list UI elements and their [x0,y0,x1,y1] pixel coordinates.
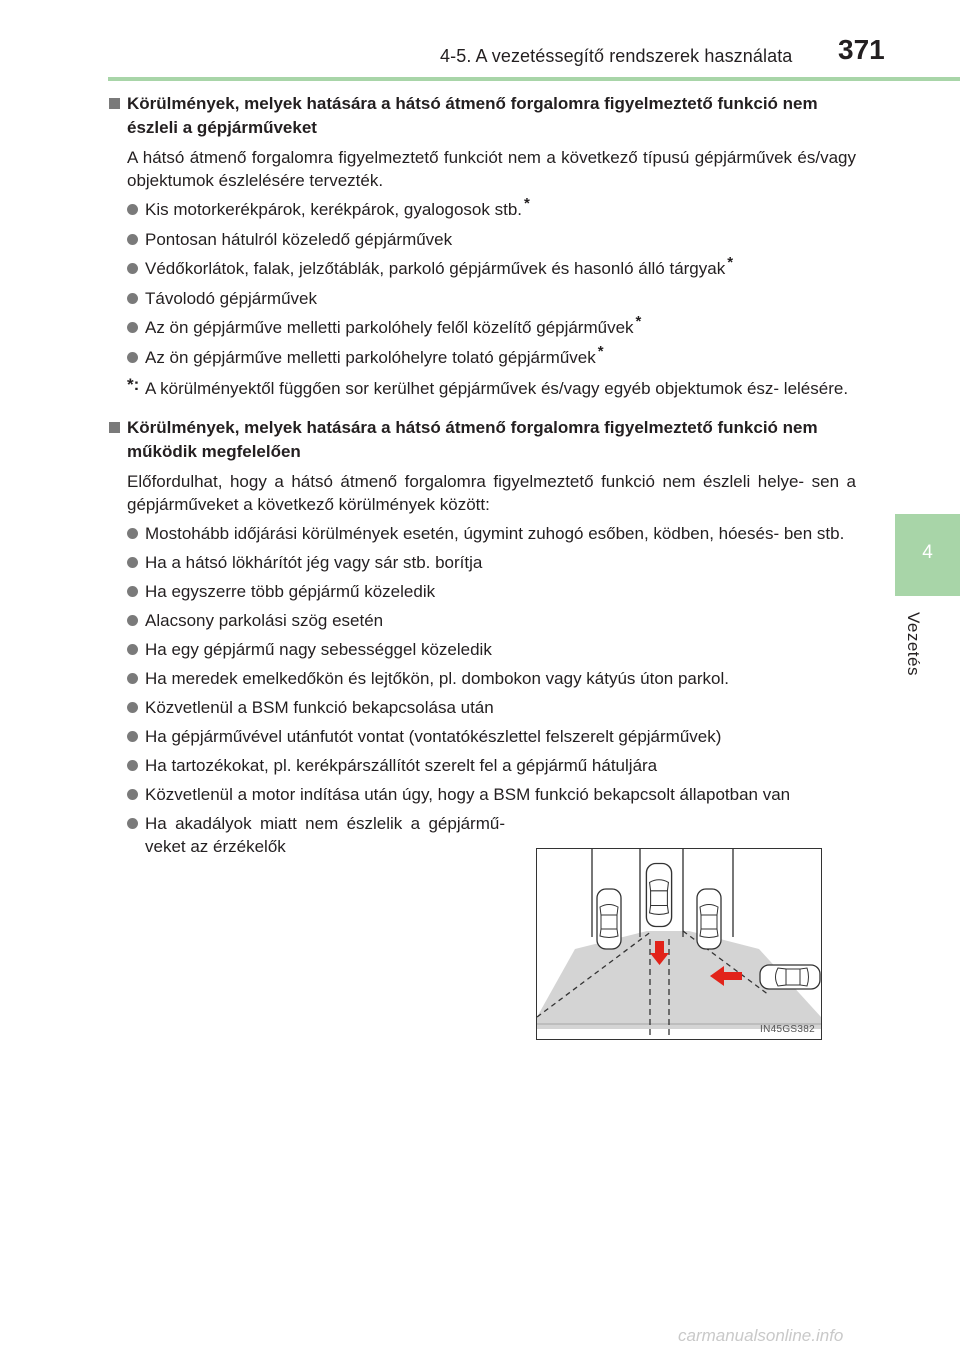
list-item [127,287,856,310]
header-section-title: 4-5. A vezetéssegítő rendszerek használata [440,46,793,66]
own-car [646,864,671,927]
approaching-car [760,965,820,989]
round-bullet-icon [127,731,138,742]
footnote-star: * [727,254,734,271]
parked-car [597,889,621,949]
list-item [127,638,856,661]
list-item [127,313,856,340]
square-bullet-icon [109,422,120,433]
round-bullet-icon [127,615,138,626]
section-heading-not-detected [108,92,856,140]
page-content [108,92,856,864]
footnote-text: A körülményektől függően sor kerülhet gépjárművek és/vagy egyéb objektumok ész- lelésére. [145,379,849,398]
section-intro: A hátsó átmenő forgalomra figyelmeztető funkciót nem a következő típusú gépjárművek és/vagy objektumok észlelésére tervezték. [127,148,856,190]
figure-code: IN45GS382 [760,1024,815,1035]
chapter-tab [895,514,960,596]
page-number: 371 [838,34,885,65]
round-bullet-icon [127,557,138,568]
parked-car [697,889,721,949]
list-item [127,580,856,603]
round-bullet-icon [127,352,138,363]
list-item [127,254,856,281]
list-item-text: Kis motorkerékpárok, kerékpárok, gyalogosok stb. [145,200,523,219]
list-item-text: Közvetlenül a BSM funkció bekapcsolása után [145,698,494,717]
round-bullet-icon [127,204,138,215]
list-item-text: Mostohább időjárási körülmények esetén, úgymint zuhogó esőben, ködben, hóesés- ben stb. [145,524,845,543]
round-bullet-icon [127,528,138,539]
chapter-tab-number: 4 [922,542,933,563]
round-bullet-icon [127,673,138,684]
list-item [127,522,856,545]
list-item-text: Ha akadályok miatt nem észlelik a gépjármű- veket az érzékelők [145,814,505,856]
list-item [127,783,856,806]
round-bullet-icon [127,644,138,655]
round-bullet-icon [127,322,138,333]
list-item-text: Ha meredek emelkedőkön és lejtőkön, pl. dombokon vagy kátyús úton parkol. [145,669,729,688]
footnote-star: * [524,195,530,212]
chapter-label-text: Vezetés [904,612,923,676]
list-item [127,667,856,690]
list-item-text: Az ön gépjárműve melletti parkolóhelyre tolató gépjárművek [145,348,596,367]
round-bullet-icon [127,263,138,274]
parking-sensor-illustration [536,848,822,1040]
header-rule [108,77,960,81]
list-item [127,812,505,858]
chapter-label [896,604,930,684]
round-bullet-icon [127,818,138,829]
round-bullet-icon [127,789,138,800]
footnote-mark: *: [127,375,140,394]
footnote-star: * [597,343,604,360]
list-item-text: Ha egy gépjármű nagy sebességgel közeledik [145,640,492,659]
list-item [127,725,856,748]
list-item [127,195,856,222]
list-item-text: Pontosan hátulról közeledő gépjárművek [145,230,453,249]
bullet-list-not-detected [127,195,856,370]
list-item [127,609,856,632]
list-item-text: Ha a hátsó lökhárítót jég vagy sár stb. borítja [145,553,483,572]
section-intro: Előfordulhat, hogy a hátsó átmenő forgalomra figyelmeztető funkció nem észleli helye- sen a gépjárműveket a következő körülmények között: [127,472,856,514]
list-item-text: Ha gépjárművével utánfutót vontat (vontatókészlettel felszerelt gépjárművek) [145,727,722,746]
round-bullet-icon [127,760,138,771]
section-heading-text: Körülmények, melyek hatására a hátsó átmenő forgalomra figyelmeztető funkció nem működik megfelelően [127,418,818,461]
list-item-text: Távolodó gépjárművek [145,289,317,308]
list-item-text: Ha egyszerre több gépjármű közeledik [145,582,436,601]
list-item-text: Alacsony parkolási szög esetén [145,611,384,630]
footnote-star: * [635,313,642,330]
list-item [127,696,856,719]
round-bullet-icon [127,293,138,304]
list-item [127,754,856,777]
round-bullet-icon [127,586,138,597]
section-heading-malfunction [108,416,856,464]
list-item-text: Védőkorlátok, falak, jelzőtáblák, parkoló gépjárművek és hasonló álló tárgyak [145,259,726,278]
parking-diagram [537,849,821,1039]
round-bullet-icon [127,702,138,713]
square-bullet-icon [109,98,120,109]
footnote [127,376,856,402]
list-item-text: Az ön gépjárműve melletti parkolóhely felől közelítő gépjárművek [145,318,634,337]
list-item [127,228,856,251]
list-item [127,551,856,574]
list-item-text: Közvetlenül a motor indítása után úgy, hogy a BSM funkció bekapcsolt állapotban van [145,785,791,804]
round-bullet-icon [127,234,138,245]
bullet-list-malfunction [127,522,856,806]
watermark: carmanualsonline.info [678,1326,844,1345]
list-item-text: Ha tartozékokat, pl. kerékpárszállítót szerelt fel a gépjármű hátuljára [145,756,658,775]
section-heading-text: Körülmények, melyek hatására a hátsó átmenő forgalomra figyelmeztető funkció nem észleli a gépjárműveket [127,94,818,137]
list-item [127,343,856,370]
